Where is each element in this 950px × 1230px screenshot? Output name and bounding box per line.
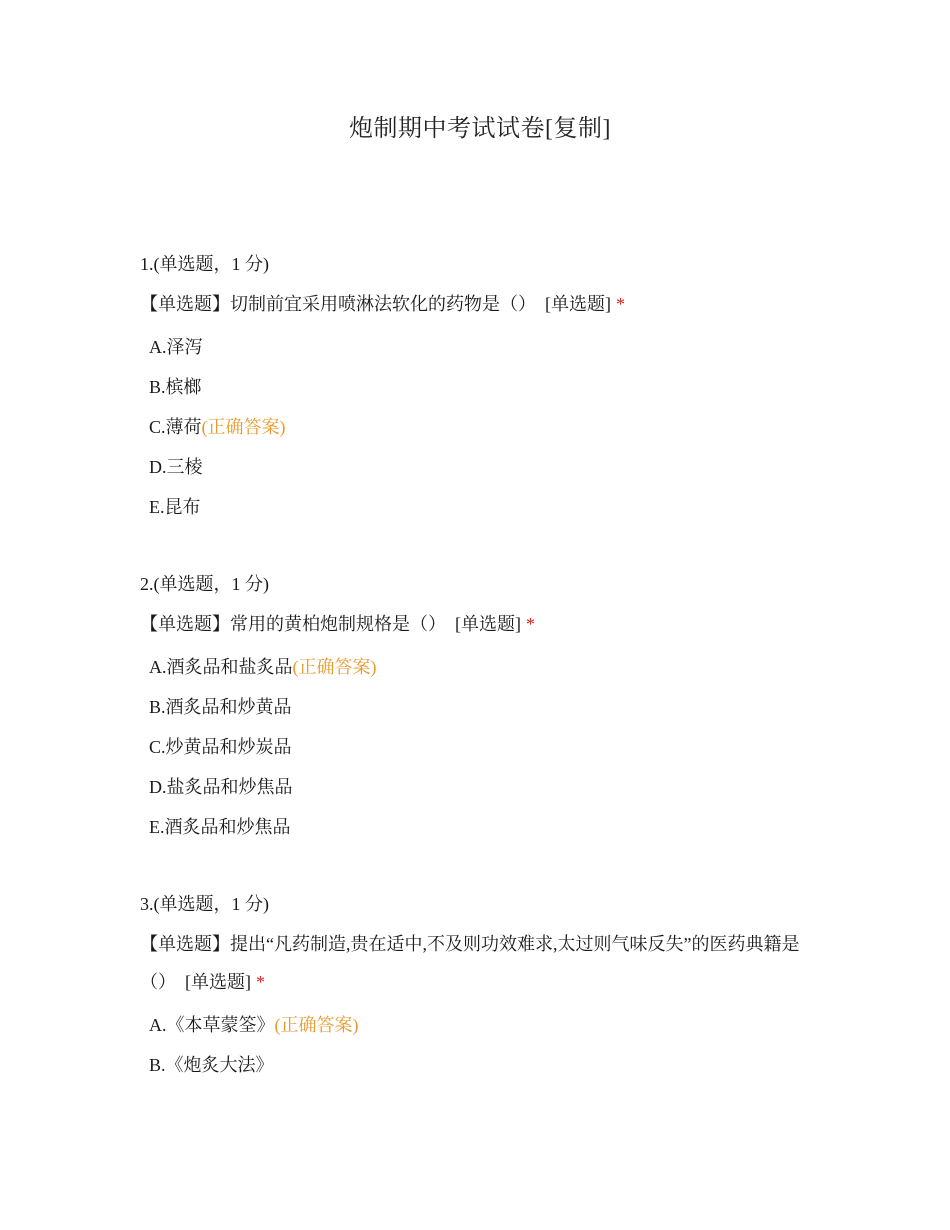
option-text: 《炮炙大法》 bbox=[165, 1055, 274, 1075]
option-letter: A. bbox=[149, 1015, 167, 1035]
option-letter: D. bbox=[149, 457, 167, 477]
question-text: 【单选题】提出“凡药制造,贵在适中,不及则功效难求,太过则气味反失”的医药典籍是（） bbox=[140, 934, 800, 992]
required-star: * bbox=[526, 614, 535, 634]
option-c bbox=[140, 727, 820, 767]
question-type-tag: [单选题] bbox=[185, 972, 251, 992]
option-a bbox=[140, 327, 820, 367]
required-star: * bbox=[616, 294, 625, 314]
option-letter: B. bbox=[149, 377, 166, 397]
option-letter: B. bbox=[149, 1055, 166, 1075]
option-list bbox=[140, 1005, 820, 1085]
correct-answer-mark: (正确答案) bbox=[292, 657, 377, 677]
question-stem bbox=[140, 285, 820, 323]
option-letter: C. bbox=[149, 417, 166, 437]
question-meta: 2.(单选题，1 分) bbox=[140, 574, 269, 594]
question-stem bbox=[140, 605, 820, 643]
question-text: 【单选题】切制前宜采用喷淋法软化的药物是（） bbox=[140, 294, 536, 314]
option-text: 昆布 bbox=[164, 497, 201, 517]
question-1 bbox=[140, 252, 820, 527]
option-text: 《本草蒙筌》 bbox=[166, 1015, 275, 1035]
question-meta: 3.(单选题，1 分) bbox=[140, 894, 269, 914]
option-e bbox=[140, 807, 820, 847]
question-stem bbox=[140, 925, 820, 1001]
option-text: 炒黄品和炒炭品 bbox=[165, 737, 292, 757]
option-letter: E. bbox=[149, 497, 165, 517]
option-letter: B. bbox=[149, 697, 166, 717]
question-meta: 1.(单选题，1 分) bbox=[140, 254, 269, 274]
required-star: * bbox=[256, 972, 265, 992]
question-type-tag: [单选题] bbox=[455, 614, 521, 634]
question-2 bbox=[140, 572, 820, 847]
option-e bbox=[140, 487, 820, 527]
option-text: 盐炙品和炒焦品 bbox=[166, 777, 293, 797]
correct-answer-mark: (正确答案) bbox=[201, 417, 286, 437]
option-d bbox=[140, 767, 820, 807]
option-b bbox=[140, 367, 820, 407]
question-text: 【单选题】常用的黄柏炮制规格是（） bbox=[140, 614, 446, 634]
option-d bbox=[140, 447, 820, 487]
option-a bbox=[140, 647, 820, 687]
option-text: 酒炙品和炒焦品 bbox=[164, 817, 291, 837]
option-text: 酒炙品和盐炙品 bbox=[166, 657, 293, 677]
option-text: 酒炙品和炒黄品 bbox=[165, 697, 292, 717]
page-title: 炮制期中考试试卷[复制] bbox=[349, 116, 611, 142]
option-text: 三棱 bbox=[166, 457, 203, 477]
option-a bbox=[140, 1005, 820, 1045]
option-list bbox=[140, 327, 820, 527]
option-text: 薄荷 bbox=[165, 417, 202, 437]
option-list bbox=[140, 647, 820, 847]
option-text: 泽泻 bbox=[166, 337, 203, 357]
correct-answer-mark: (正确答案) bbox=[274, 1015, 359, 1035]
option-letter: D. bbox=[149, 777, 167, 797]
option-b bbox=[140, 687, 820, 727]
option-letter: A. bbox=[149, 337, 167, 357]
question-3 bbox=[140, 892, 820, 1085]
option-text: 槟榔 bbox=[165, 377, 202, 397]
question-type-tag: [单选题] bbox=[545, 294, 611, 314]
option-letter: E. bbox=[149, 817, 165, 837]
option-letter: C. bbox=[149, 737, 166, 757]
option-c bbox=[140, 407, 820, 447]
option-b bbox=[140, 1045, 820, 1085]
option-letter: A. bbox=[149, 657, 167, 677]
